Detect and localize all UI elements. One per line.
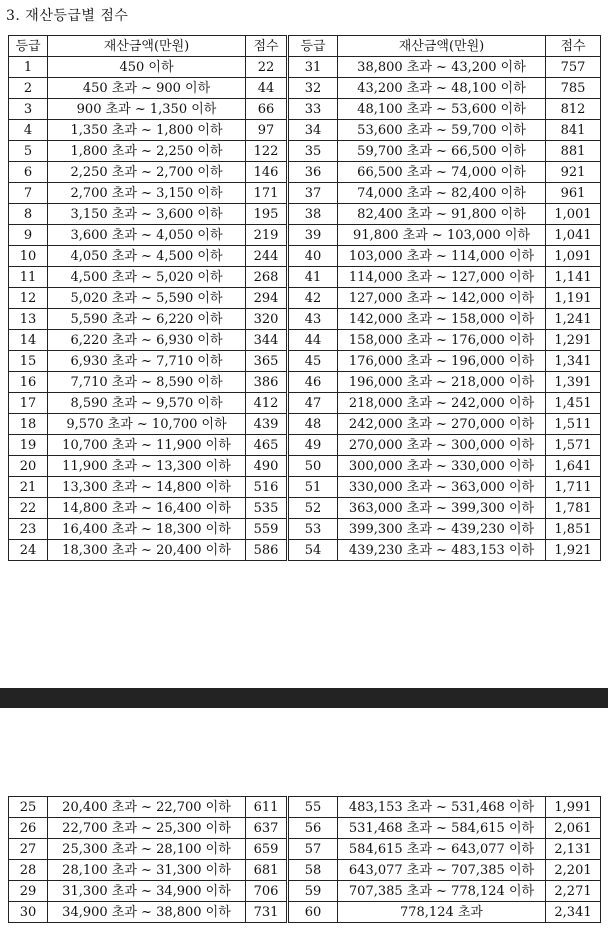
amount-cell: 778,124 초과 — [338, 902, 546, 923]
grade-cell: 30 — [9, 902, 48, 923]
amount-cell: 1,800 초과 ~ 2,250 이하 — [48, 141, 246, 162]
grade-cell: 23 — [9, 519, 48, 540]
grade-cell: 38 — [288, 204, 338, 225]
score-cell: 122 — [246, 141, 288, 162]
amount-cell: 450 이하 — [48, 57, 246, 78]
grade-cell: 46 — [288, 372, 338, 393]
grade-cell: 11 — [9, 267, 48, 288]
header-grade: 등급 — [9, 36, 48, 57]
grade-cell: 17 — [9, 393, 48, 414]
amount-cell: 74,000 초과 ~ 82,400 이하 — [338, 183, 546, 204]
table-row — [9, 246, 601, 267]
score-cell: 1,511 — [546, 414, 601, 435]
score-cell: 706 — [246, 881, 288, 902]
amount-cell: 8,590 초과 ~ 9,570 이하 — [48, 393, 246, 414]
score-cell: 2,131 — [546, 839, 601, 860]
grade-cell: 54 — [288, 540, 338, 561]
amount-cell: 25,300 초과 ~ 28,100 이하 — [48, 839, 246, 860]
table-row — [9, 330, 601, 351]
score-cell: 1,241 — [546, 309, 601, 330]
amount-cell: 103,000 초과 ~ 114,000 이하 — [338, 246, 546, 267]
table-row — [9, 477, 601, 498]
grade-cell: 41 — [288, 267, 338, 288]
table-row — [9, 372, 601, 393]
score-cell: 1,091 — [546, 246, 601, 267]
table-row — [9, 99, 601, 120]
score-cell: 171 — [246, 183, 288, 204]
amount-cell: 114,000 초과 ~ 127,000 이하 — [338, 267, 546, 288]
amount-cell: 53,600 초과 ~ 59,700 이하 — [338, 120, 546, 141]
amount-cell: 4,050 초과 ~ 4,500 이하 — [48, 246, 246, 267]
score-cell: 2,201 — [546, 860, 601, 881]
score-cell: 881 — [546, 141, 601, 162]
grade-cell: 55 — [288, 797, 338, 818]
grade-cell: 33 — [288, 99, 338, 120]
table-row — [9, 183, 601, 204]
grade-cell: 56 — [288, 818, 338, 839]
amount-cell: 450 초과 ~ 900 이하 — [48, 78, 246, 99]
score-cell: 1,191 — [546, 288, 601, 309]
table-row — [9, 881, 601, 902]
grade-cell: 18 — [9, 414, 48, 435]
score-cell: 1,781 — [546, 498, 601, 519]
grade-cell: 34 — [288, 120, 338, 141]
header-amount: 재산금액(만원) — [48, 36, 246, 57]
grade-cell: 50 — [288, 456, 338, 477]
amount-cell: 127,000 초과 ~ 142,000 이하 — [338, 288, 546, 309]
score-cell: 344 — [246, 330, 288, 351]
score-cell: 365 — [246, 351, 288, 372]
amount-cell: 59,700 초과 ~ 66,500 이하 — [338, 141, 546, 162]
amount-cell: 439,230 초과 ~ 483,153 이하 — [338, 540, 546, 561]
score-cell: 681 — [246, 860, 288, 881]
score-cell: 637 — [246, 818, 288, 839]
header-score: 점수 — [246, 36, 288, 57]
amount-cell: 363,000 초과 ~ 399,300 이하 — [338, 498, 546, 519]
score-cell: 268 — [246, 267, 288, 288]
grade-cell: 32 — [288, 78, 338, 99]
header-grade: 등급 — [288, 36, 338, 57]
amount-cell: 2,250 초과 ~ 2,700 이하 — [48, 162, 246, 183]
amount-cell: 643,077 초과 ~ 707,385 이하 — [338, 860, 546, 881]
score-cell: 1,711 — [546, 477, 601, 498]
score-cell: 2,271 — [546, 881, 601, 902]
score-cell: 2,061 — [546, 818, 601, 839]
grade-cell: 5 — [9, 141, 48, 162]
grade-cell: 2 — [9, 78, 48, 99]
score-cell: 1,291 — [546, 330, 601, 351]
table-row — [9, 141, 601, 162]
score-cell: 320 — [246, 309, 288, 330]
grade-cell: 45 — [288, 351, 338, 372]
score-cell: 97 — [246, 120, 288, 141]
amount-cell: 14,800 초과 ~ 16,400 이하 — [48, 498, 246, 519]
amount-cell: 91,800 초과 ~ 103,000 이하 — [338, 225, 546, 246]
grade-cell: 39 — [288, 225, 338, 246]
amount-cell: 66,500 초과 ~ 74,000 이하 — [338, 162, 546, 183]
amount-cell: 5,020 초과 ~ 5,590 이하 — [48, 288, 246, 309]
amount-cell: 82,400 초과 ~ 91,800 이하 — [338, 204, 546, 225]
table-row — [9, 393, 601, 414]
amount-cell: 22,700 초과 ~ 25,300 이하 — [48, 818, 246, 839]
grade-cell: 27 — [9, 839, 48, 860]
score-cell: 785 — [546, 78, 601, 99]
amount-cell: 43,200 초과 ~ 48,100 이하 — [338, 78, 546, 99]
grade-cell: 16 — [9, 372, 48, 393]
score-cell: 244 — [246, 246, 288, 267]
score-cell: 1,921 — [546, 540, 601, 561]
amount-cell: 158,000 초과 ~ 176,000 이하 — [338, 330, 546, 351]
grade-cell: 19 — [9, 435, 48, 456]
grade-cell: 14 — [9, 330, 48, 351]
amount-cell: 707,385 초과 ~ 778,124 이하 — [338, 881, 546, 902]
amount-cell: 330,000 초과 ~ 363,000 이하 — [338, 477, 546, 498]
property-grade-table-top — [8, 35, 601, 561]
amount-cell: 7,710 초과 ~ 8,590 이하 — [48, 372, 246, 393]
grade-cell: 35 — [288, 141, 338, 162]
grade-cell: 21 — [9, 477, 48, 498]
amount-cell: 531,468 초과 ~ 584,615 이하 — [338, 818, 546, 839]
score-cell: 439 — [246, 414, 288, 435]
grade-cell: 22 — [9, 498, 48, 519]
amount-cell: 218,000 초과 ~ 242,000 이하 — [338, 393, 546, 414]
amount-cell: 176,000 초과 ~ 196,000 이하 — [338, 351, 546, 372]
grade-cell: 31 — [288, 57, 338, 78]
score-cell: 412 — [246, 393, 288, 414]
score-cell: 22 — [246, 57, 288, 78]
grade-cell: 40 — [288, 246, 338, 267]
table-row — [9, 351, 601, 372]
amount-cell: 31,300 초과 ~ 34,900 이하 — [48, 881, 246, 902]
grade-cell: 4 — [9, 120, 48, 141]
amount-cell: 242,000 초과 ~ 270,000 이하 — [338, 414, 546, 435]
score-cell: 490 — [246, 456, 288, 477]
grade-cell: 1 — [9, 57, 48, 78]
grade-cell: 59 — [288, 881, 338, 902]
grade-cell: 3 — [9, 99, 48, 120]
amount-cell: 4,500 초과 ~ 5,020 이하 — [48, 267, 246, 288]
table-row — [9, 902, 601, 923]
amount-cell: 300,000 초과 ~ 330,000 이하 — [338, 456, 546, 477]
score-cell: 44 — [246, 78, 288, 99]
table-row — [9, 498, 601, 519]
score-cell: 1,141 — [546, 267, 601, 288]
amount-cell: 3,600 초과 ~ 4,050 이하 — [48, 225, 246, 246]
amount-cell: 34,900 초과 ~ 38,800 이하 — [48, 902, 246, 923]
grade-cell: 53 — [288, 519, 338, 540]
score-cell: 2,341 — [546, 902, 601, 923]
table-row — [9, 162, 601, 183]
amount-cell: 270,000 초과 ~ 300,000 이하 — [338, 435, 546, 456]
score-cell: 535 — [246, 498, 288, 519]
grade-cell: 57 — [288, 839, 338, 860]
table-row — [9, 456, 601, 477]
page-break-band — [0, 688, 608, 708]
table-row — [9, 435, 601, 456]
score-cell: 516 — [246, 477, 288, 498]
grade-cell: 51 — [288, 477, 338, 498]
score-cell: 1,991 — [546, 797, 601, 818]
amount-cell: 399,300 초과 ~ 439,230 이하 — [338, 519, 546, 540]
table-row — [9, 78, 601, 99]
amount-cell: 2,700 초과 ~ 3,150 이하 — [48, 183, 246, 204]
grade-cell: 58 — [288, 860, 338, 881]
score-cell: 841 — [546, 120, 601, 141]
score-cell: 1,571 — [546, 435, 601, 456]
table-row — [9, 519, 601, 540]
amount-cell: 6,930 초과 ~ 7,710 이하 — [48, 351, 246, 372]
amount-cell: 38,800 초과 ~ 43,200 이하 — [338, 57, 546, 78]
grade-cell: 12 — [9, 288, 48, 309]
grade-cell: 60 — [288, 902, 338, 923]
amount-cell: 142,000 초과 ~ 158,000 이하 — [338, 309, 546, 330]
table-row — [9, 860, 601, 881]
score-cell: 731 — [246, 902, 288, 923]
grade-cell: 20 — [9, 456, 48, 477]
table-row — [9, 57, 601, 78]
score-cell: 757 — [546, 57, 601, 78]
amount-cell: 3,150 초과 ~ 3,600 이하 — [48, 204, 246, 225]
grade-cell: 28 — [9, 860, 48, 881]
amount-cell: 20,400 초과 ~ 22,700 이하 — [48, 797, 246, 818]
amount-cell: 16,400 초과 ~ 18,300 이하 — [48, 519, 246, 540]
score-cell: 921 — [546, 162, 601, 183]
page-title: 3. 재산등급별 점수 — [6, 8, 129, 24]
score-cell: 1,641 — [546, 456, 601, 477]
table-row — [9, 540, 601, 561]
table-row — [9, 267, 601, 288]
score-cell: 294 — [246, 288, 288, 309]
table-header-row — [9, 36, 601, 57]
grade-cell: 48 — [288, 414, 338, 435]
score-cell: 1,001 — [546, 204, 601, 225]
score-cell: 195 — [246, 204, 288, 225]
amount-cell: 584,615 초과 ~ 643,077 이하 — [338, 839, 546, 860]
score-cell: 559 — [246, 519, 288, 540]
score-cell: 1,391 — [546, 372, 601, 393]
grade-cell: 49 — [288, 435, 338, 456]
table-row — [9, 797, 601, 818]
amount-cell: 10,700 초과 ~ 11,900 이하 — [48, 435, 246, 456]
table-row — [9, 120, 601, 141]
score-cell: 812 — [546, 99, 601, 120]
amount-cell: 483,153 초과 ~ 531,468 이하 — [338, 797, 546, 818]
grade-cell: 7 — [9, 183, 48, 204]
amount-cell: 5,590 초과 ~ 6,220 이하 — [48, 309, 246, 330]
grade-cell: 43 — [288, 309, 338, 330]
grade-cell: 37 — [288, 183, 338, 204]
grade-cell: 36 — [288, 162, 338, 183]
table-row — [9, 309, 601, 330]
grade-cell: 52 — [288, 498, 338, 519]
score-cell: 586 — [246, 540, 288, 561]
grade-cell: 8 — [9, 204, 48, 225]
amount-cell: 9,570 초과 ~ 10,700 이하 — [48, 414, 246, 435]
table-row — [9, 204, 601, 225]
amount-cell: 6,220 초과 ~ 6,930 이하 — [48, 330, 246, 351]
amount-cell: 18,300 초과 ~ 20,400 이하 — [48, 540, 246, 561]
grade-cell: 15 — [9, 351, 48, 372]
score-cell: 386 — [246, 372, 288, 393]
score-cell: 219 — [246, 225, 288, 246]
score-cell: 465 — [246, 435, 288, 456]
score-cell: 146 — [246, 162, 288, 183]
score-cell: 1,851 — [546, 519, 601, 540]
grade-cell: 13 — [9, 309, 48, 330]
score-cell: 961 — [546, 183, 601, 204]
grade-cell: 24 — [9, 540, 48, 561]
score-cell: 66 — [246, 99, 288, 120]
amount-cell: 28,100 초과 ~ 31,300 이하 — [48, 860, 246, 881]
property-grade-table-bottom — [8, 796, 601, 923]
score-cell: 611 — [246, 797, 288, 818]
table-row — [9, 225, 601, 246]
score-cell: 1,341 — [546, 351, 601, 372]
table-row — [9, 414, 601, 435]
grade-cell: 9 — [9, 225, 48, 246]
amount-cell: 900 초과 ~ 1,350 이하 — [48, 99, 246, 120]
grade-cell: 47 — [288, 393, 338, 414]
amount-cell: 48,100 초과 ~ 53,600 이하 — [338, 99, 546, 120]
amount-cell: 13,300 초과 ~ 14,800 이하 — [48, 477, 246, 498]
grade-cell: 10 — [9, 246, 48, 267]
grade-cell: 29 — [9, 881, 48, 902]
grade-cell: 26 — [9, 818, 48, 839]
grade-cell: 42 — [288, 288, 338, 309]
table-row — [9, 818, 601, 839]
grade-cell: 6 — [9, 162, 48, 183]
amount-cell: 1,350 초과 ~ 1,800 이하 — [48, 120, 246, 141]
score-cell: 1,451 — [546, 393, 601, 414]
header-score: 점수 — [546, 36, 601, 57]
table-row — [9, 288, 601, 309]
score-cell: 659 — [246, 839, 288, 860]
grade-cell: 25 — [9, 797, 48, 818]
amount-cell: 11,900 초과 ~ 13,300 이하 — [48, 456, 246, 477]
table-row — [9, 839, 601, 860]
amount-cell: 196,000 초과 ~ 218,000 이하 — [338, 372, 546, 393]
grade-cell: 44 — [288, 330, 338, 351]
header-amount: 재산금액(만원) — [338, 36, 546, 57]
score-cell: 1,041 — [546, 225, 601, 246]
